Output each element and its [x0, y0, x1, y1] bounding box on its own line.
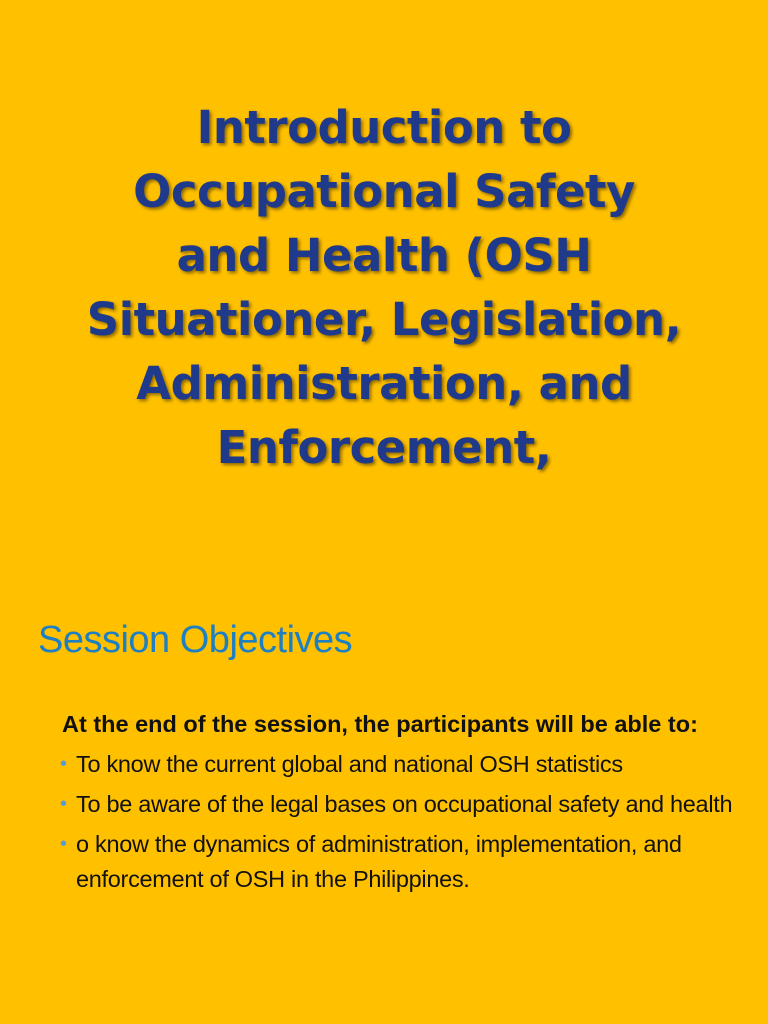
- title-line: Situationer, Legislation,: [86, 293, 682, 346]
- list-item: [62, 747, 752, 782]
- bullet-icon: •: [60, 793, 67, 815]
- title-line: and Health (OSH: [176, 229, 592, 282]
- objective-text: To be aware of the legal bases on occupational safety and health: [76, 791, 733, 817]
- slide-title: [40, 96, 728, 480]
- bullet-icon: •: [60, 753, 67, 775]
- section-heading: Session Objectives: [38, 619, 353, 661]
- title-line: Introduction to: [196, 101, 572, 154]
- objective-text: o know the dynamics of administration, implementation, and enforcement of OSH in the Philippines.: [76, 831, 682, 892]
- title-line: Occupational Safety: [133, 165, 635, 218]
- objective-text: To know the current global and national OSH statistics: [76, 751, 623, 777]
- intro-text: At the end of the session, the participants will be able to:: [62, 711, 698, 737]
- title-line: Enforcement,: [216, 421, 552, 474]
- title-line: Administration, and: [136, 357, 632, 410]
- list-item: [62, 827, 752, 897]
- list-item: [62, 787, 752, 822]
- objectives-body: [62, 706, 752, 902]
- bullet-icon: •: [60, 833, 67, 855]
- objectives-list: [62, 747, 752, 897]
